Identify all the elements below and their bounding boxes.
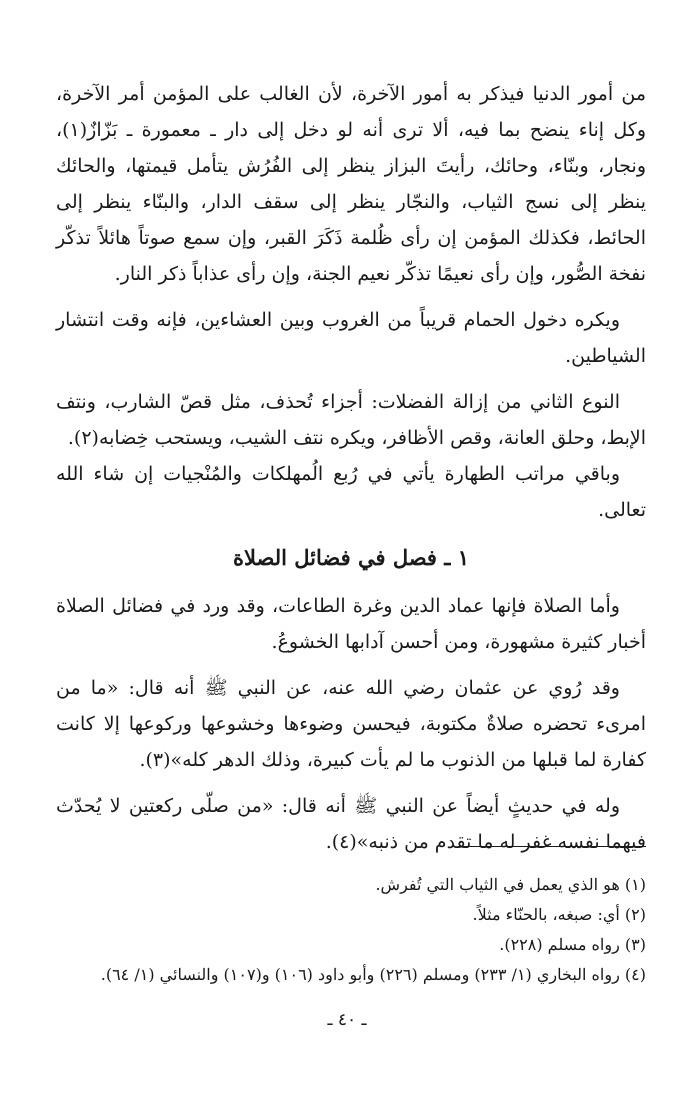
footnote: (١) هو الذي يعمل في الثياب التي تُفرش.	[375, 875, 646, 894]
paragraph: وقد رُوي عن عثمان رضي الله عنه، عن النبي ﷺ أنه قال: «ما من امرىء تحضره صلاةٌ مكتوبة، فيحسن وضوءها وخشوعها وركوعها إلا كانت كفارة لما قبلها من الذنوب ما لم يأت كبيرة، وذلك الدهر كله»(٣).	[56, 677, 646, 771]
body-text	[56, 76, 646, 860]
footnote: (٤) رواه البخاري (١/ ٢٣٣) ومسلم (٢٢٦) وأبو داود (١٠٦) و(١٠٧) والنسائي (١/ ٦٤).	[100, 965, 646, 984]
footnote-divider	[458, 846, 646, 847]
footnote: (٣) رواه مسلم (٢٢٨).	[499, 935, 646, 954]
paragraph: النوع الثاني من إزالة الفضلات: أجزاء تُحذف، مثل قصّ الشارب، ونتف الإبط، وحلق العانة، وقص الأظافر، ويكره نتف الشيب، ويستحب خِضابه(٢).	[56, 391, 646, 449]
paragraph: وباقي مراتب الطهارة يأتي في رُبع الُمهلكات والمُنْجيات إن شاء الله تعالى.	[56, 463, 646, 521]
paragraph: وأما الصلاة فإنها عماد الدين وغرة الطاعات، وقد ورد في فضائل الصلاة أخبار كثيرة مشهورة، ومن أحسن آدابها الخشوعُ.	[56, 595, 646, 653]
footnote: (٢) أي: صبغه، بالحنّاء مثلاً.	[472, 905, 646, 924]
paragraph: وله في حديثٍ أيضاً عن النبي ﷺ أنه قال: «من صلّى ركعتين لا يُحدّث فيهما نفسه غفر له ما تقدم من ذنبه»(٤).	[56, 795, 646, 853]
page-number: ـ ٤٠ ـ	[327, 1010, 367, 1030]
footnotes	[56, 870, 646, 990]
paragraph: من أمور الدنيا فيذكر به أمور الآخرة، لأن الغالب على المؤمن أمر الآخرة، وكل إناء ينضح بما فيه، ألا ترى أنه لو دخل إلى دار ـ معمورة ـ بَزّازٌ(١)، ونجار، وبنّاء، وحائك، رأيتَ البزاز ينظر إلى الفُرُش يتأمل قيمتها، والحائك ينظر إلى نسج الثياب، والنجّار ينظر إلى سقف الدار، والبنّاء ينظر إلى الحائط، فكذلك المؤمن إن رأى ظُلمة ذَكَرَ القبر، وإن سمع صوتاً هائلاً تذكّر نفخة الصُّور، وإن رأى نعيمًا تذكّر نعيم الجنة، وإن رأى عذاباً ذكر النار.	[56, 83, 646, 285]
section-heading: ١ ـ فصل في فضائل الصلاة	[232, 545, 470, 570]
paragraph: ويكره دخول الحمام قريباً من الغروب وبين العشاءين، فإنه وقت انتشار الشياطين.	[56, 309, 646, 367]
